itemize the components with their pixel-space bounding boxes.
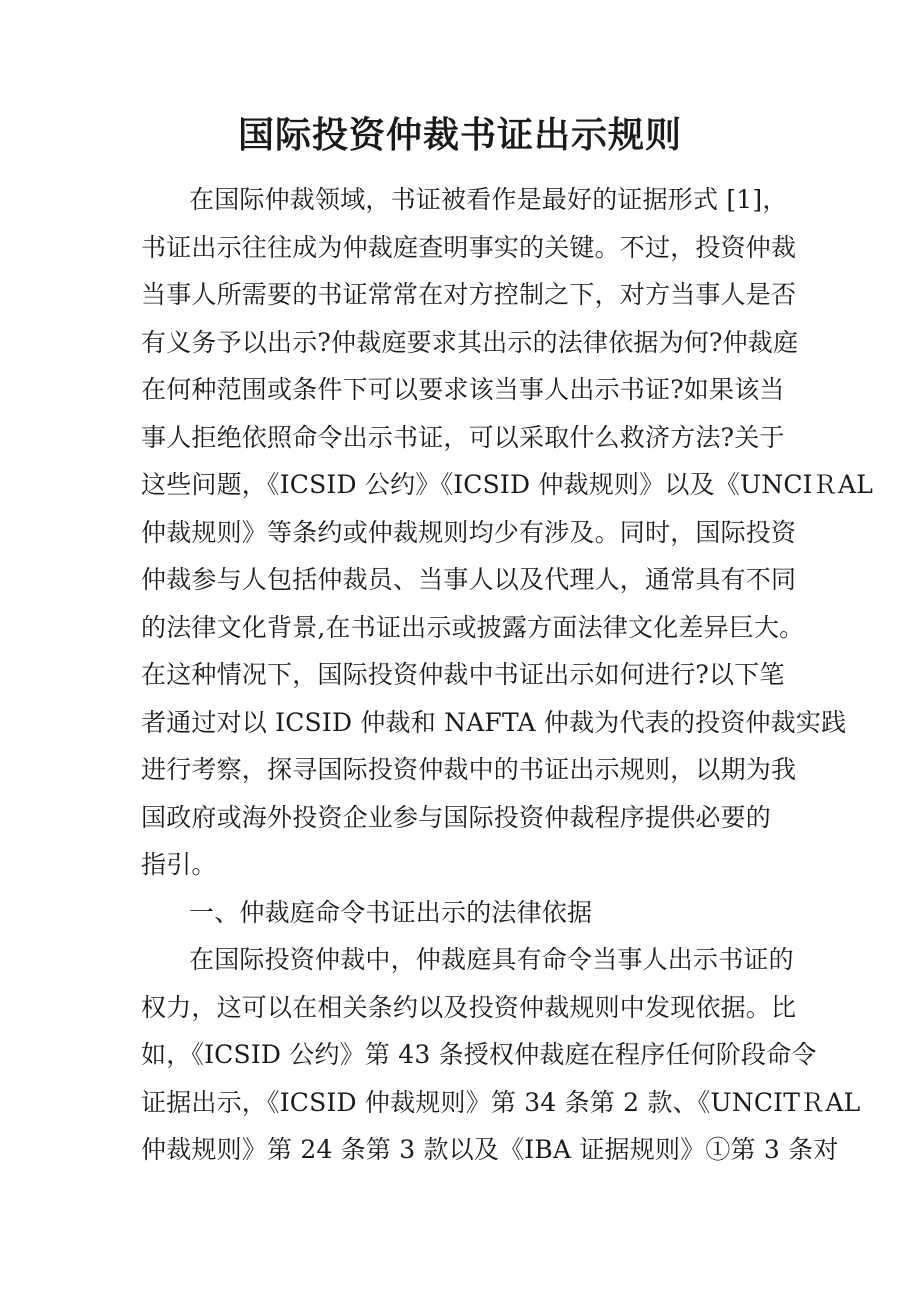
paragraph-line: 有义务予以出示?仲裁庭要求其出示的法律依据为何?仲裁庭 <box>141 327 799 357</box>
paragraph-line: 这些问题，《ICSID 公约》《ICSID 仲裁规则》以及《UNCIＲAL <box>141 470 873 499</box>
paragraph-line: 仲裁规则》等条约或仲裁规则均少有涉及。同时，国际投资 <box>141 517 797 547</box>
paragraph-line: 事人拒绝依照命令出示书证，可以采取什么救济方法?关于 <box>141 422 785 452</box>
paragraph-line: 进行考察，探寻国际投资仲裁中的书证出示规则，以期为我 <box>141 755 797 784</box>
paragraph-line: 的法律文化背景,在书证出示或披露方面法律文化差异巨大。 <box>141 612 805 642</box>
paragraph-line: 权力，这可以在相关条约以及投资仲裁规则中发现依据。比 <box>141 992 797 1022</box>
paragraph-line: 仲裁参与人包括仲裁员、当事人以及代理人，通常具有不同 <box>141 565 797 594</box>
paragraph-line: 国政府或海外投资企业参与国际投资仲裁程序提供必要的 <box>141 802 772 832</box>
paragraph-line: 仲裁规则》第 24 条第 3 款以及《IBA 证据规则》①第 3 条对 <box>141 1135 839 1164</box>
paragraph-line: 在何种范围或条件下可以要求该当事人出示书证?如果该当 <box>141 375 785 404</box>
paragraph-line: 书证出示往往成为仲裁庭查明事实的关键。不过，投资仲裁 <box>141 232 797 262</box>
document-title: 国际投资仲裁书证出示规则 <box>237 114 682 156</box>
paragraph-line: 当事人所需要的书证常常在对方控制之下，对方当事人是否 <box>141 280 797 309</box>
section-heading: 一、仲裁庭命令书证出示的法律依据 <box>189 897 593 927</box>
paragraph-line: 证据出示，《ICSID 仲裁规则》第 34 条第 2 款、《UNCITＲAL <box>141 1087 861 1117</box>
paragraph-line: 指引。 <box>141 850 217 879</box>
paragraph-line: 如，《ICSID 公约》第 43 条授权仲裁庭在程序任何阶段命令 <box>141 1040 817 1069</box>
document-body <box>141 176 873 1174</box>
paragraph-line: 在国际仲裁领域，书证被看作是最好的证据形式 [1]， <box>189 185 788 214</box>
paragraph-line: 在这种情况下，国际投资仲裁中书证出示如何进行?以下笔 <box>141 660 785 689</box>
paragraph-line: 者通过对以 ICSID 仲裁和 NAFTA 仲裁为代表的投资仲裁实践 <box>141 707 847 737</box>
paragraph-line: 在国际投资仲裁中，仲裁庭具有命令当事人出示书证的 <box>189 945 794 974</box>
